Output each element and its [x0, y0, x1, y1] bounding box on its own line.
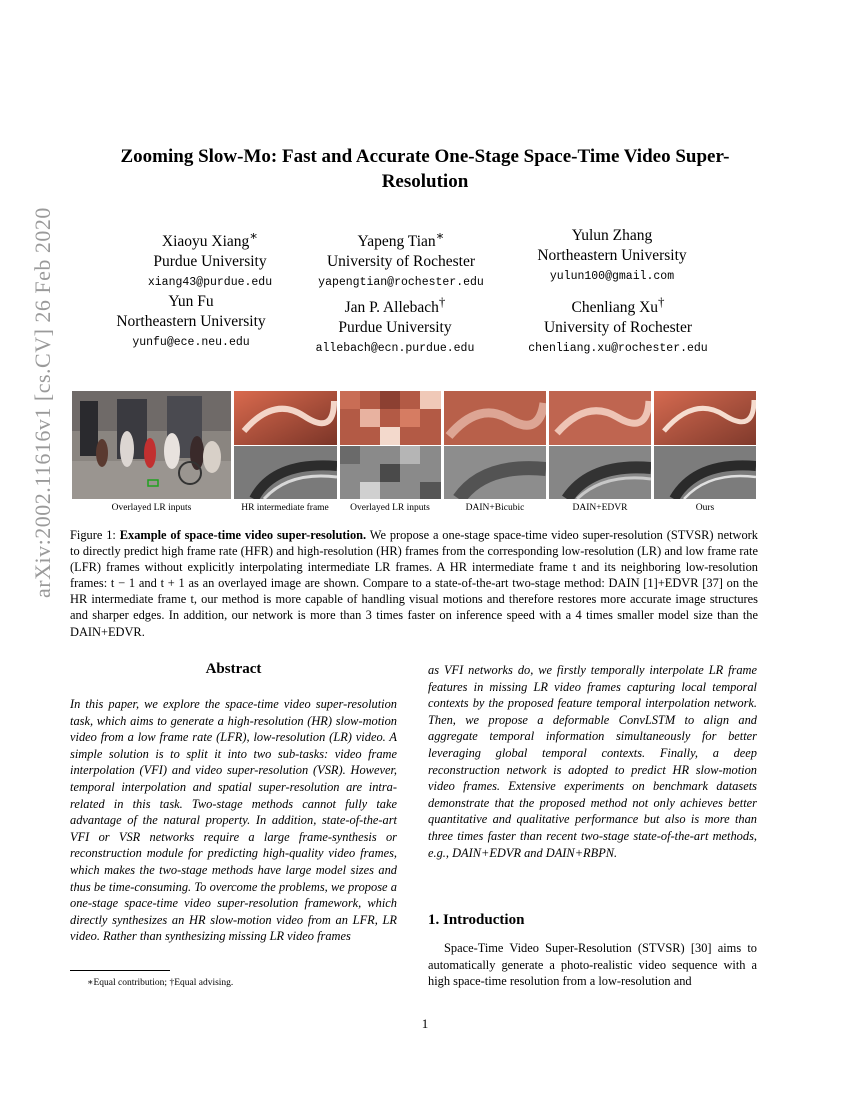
- abstract-heading: Abstract: [205, 661, 262, 677]
- paper-title: Zooming Slow-Mo: Fast and Accurate One-Stage Space-Time Video Super-Resolution: [120, 146, 730, 192]
- figure-label: DAIN+Bicubic: [465, 503, 525, 513]
- ours-crop-image: [654, 391, 756, 499]
- intro-heading: 1. Introduction: [428, 912, 525, 928]
- author-block: [76, 292, 306, 352]
- author-name: Yun Fu: [168, 293, 214, 310]
- author-email[interactable]: yunfu@ece.neu.edu: [132, 336, 250, 349]
- author-name: Yulun Zhang: [571, 227, 653, 244]
- author-mark: ∗: [435, 228, 445, 243]
- footnote: ∗Equal contribution; †Equal advising.: [87, 978, 234, 988]
- author-email[interactable]: yapengtian@rochester.edu: [318, 276, 484, 290]
- author-email[interactable]: allebach@ecn.purdue.edu: [315, 342, 475, 356]
- author-mark: ∗: [249, 228, 259, 243]
- caption-text: We propose a one-stage space-time video super-resolution (STVSR) network to directly predict high frame rate (HFR) and high-resolution (HR) frames from the corresponding low-resolution (LR) and low frame rate (LFR) frames without explicitly interpolating intermediate LR frames. A HR intermediate frame t and its neighboring low-resolution frames: t − 1 and t + 1 as an overlayed image are shown. Compare to a state-of-the-art two-stage method: DAIN [1]+EDVR [37] on the HR intermediate frame t, our method is more capable of handling visual motions and therefore restores more accurate image structures and sharper edges. In addition, our network is more than 3 times faster on inference speed with a 4 times smaller model size than the DAIN+EDVR.: [70, 528, 759, 639]
- author-affiliation: University of Rochester: [326, 253, 476, 271]
- footnote-rule: [70, 970, 170, 971]
- author-affiliation: Purdue University: [153, 253, 267, 271]
- crop-graphic: [549, 391, 651, 499]
- author-affiliation: Northeastern University: [116, 313, 266, 330]
- crowd-scene-graphic: [72, 391, 231, 499]
- author-email[interactable]: chenliang.xu@rochester.edu: [528, 342, 708, 356]
- author-affiliation: Northeastern University: [537, 247, 687, 264]
- author-mark: †: [438, 294, 446, 309]
- author-name: Chenliang Xu: [571, 299, 659, 317]
- author-mark: †: [658, 294, 665, 309]
- author-email[interactable]: xiang43@purdue.edu: [147, 276, 273, 290]
- author-name: Jan P. Allebach: [344, 299, 439, 317]
- dain-edvr-crop-image: [549, 391, 651, 499]
- dain-bicubic-crop-image: [444, 391, 546, 499]
- abstract-left-column: In this paper, we explore the space-time video super-resolution task, which aims to generate a high-resolution (HR) slow-motion video from a low frame rate (LFR), low-resolution (LR) video. A simple solution is to split it into two sub-tasks: video frame interpolation (VFI) and video super-resolution (VSR). However, temporal interpolation and spatial super-resolution are intra-related in this task. Two-stage methods cannot fully take advantage of the natural property. In addition, state-of-the-art VFI or VSR networks require a large frame-synthesis or reconstruction module for predicting high-quality video frames, which makes the two-stage methods have large model sizes and thus be time-consuming. To overcome the problems, we propose a one-stage space-time video super-resolution framework, which directly synthesizes an HR slow-motion video from an LFR, LR video. Rather than synthesizing missing LR video frames: [70, 697, 397, 944]
- figure-label: Ours: [695, 503, 715, 513]
- author-affiliation: Purdue University: [338, 319, 452, 337]
- arxiv-watermark: arXiv:2002.11616v1 [cs.CV] 26 Feb 2020: [30, 207, 55, 598]
- abstract-right-column: as VFI networks do, we firstly temporally interpolate LR frame features in missing LR video frames capturing local temporal contexts by the proposed feature temporal interpolation network. Then, we propose a deformable ConvLSTM to align and aggregate temporal information simultaneously for better leveraging global temporal contexts. Finally, a deep reconstruction network is adopted to predict HR slow-motion video frames. Extensive experiments on benchmark datasets demonstrate that the proposed method not only achieves better quantitative and qualitative performance but also is more than three times faster than recent two-stage state-of-the-art methods, e.g., DAIN+EDVR and DAIN+RBPN.: [428, 663, 757, 860]
- figure-label: Overlayed LR inputs: [350, 503, 430, 513]
- crop-graphic: [340, 391, 441, 499]
- author-block: [497, 226, 727, 286]
- caption-prefix: Figure 1:: [70, 528, 120, 542]
- page-number: 1: [421, 1016, 429, 1031]
- figure-label: HR intermediate frame: [241, 503, 329, 513]
- lr-crop-image: [340, 391, 441, 499]
- author-block: [280, 292, 510, 358]
- figure-caption: [70, 527, 758, 640]
- figure-label: DAIN+EDVR: [572, 503, 628, 513]
- crop-graphic: [654, 391, 756, 499]
- author-affiliation: University of Rochester: [543, 319, 693, 337]
- crop-graphic: [234, 391, 337, 499]
- author-name: Yapeng Tian: [357, 233, 436, 251]
- figure-label: Overlayed LR inputs: [111, 503, 192, 513]
- crowd-scene-image: [72, 391, 231, 499]
- author-block: [503, 292, 733, 358]
- intro-text: Space-Time Video Super-Resolution (STVSR) [30] aims to automatically generate a photo-realistic video sequence with a high space-time resolution from a low-resolution and: [428, 941, 757, 989]
- author-name: Xiaoyu Xiang: [161, 233, 250, 251]
- author-email[interactable]: yulun100@gmail.com: [549, 270, 675, 283]
- hr-crop-image: [234, 391, 337, 499]
- crop-graphic: [444, 391, 546, 499]
- author-block: [286, 226, 516, 292]
- caption-bold: Example of space-time video super-resolution.: [119, 528, 367, 542]
